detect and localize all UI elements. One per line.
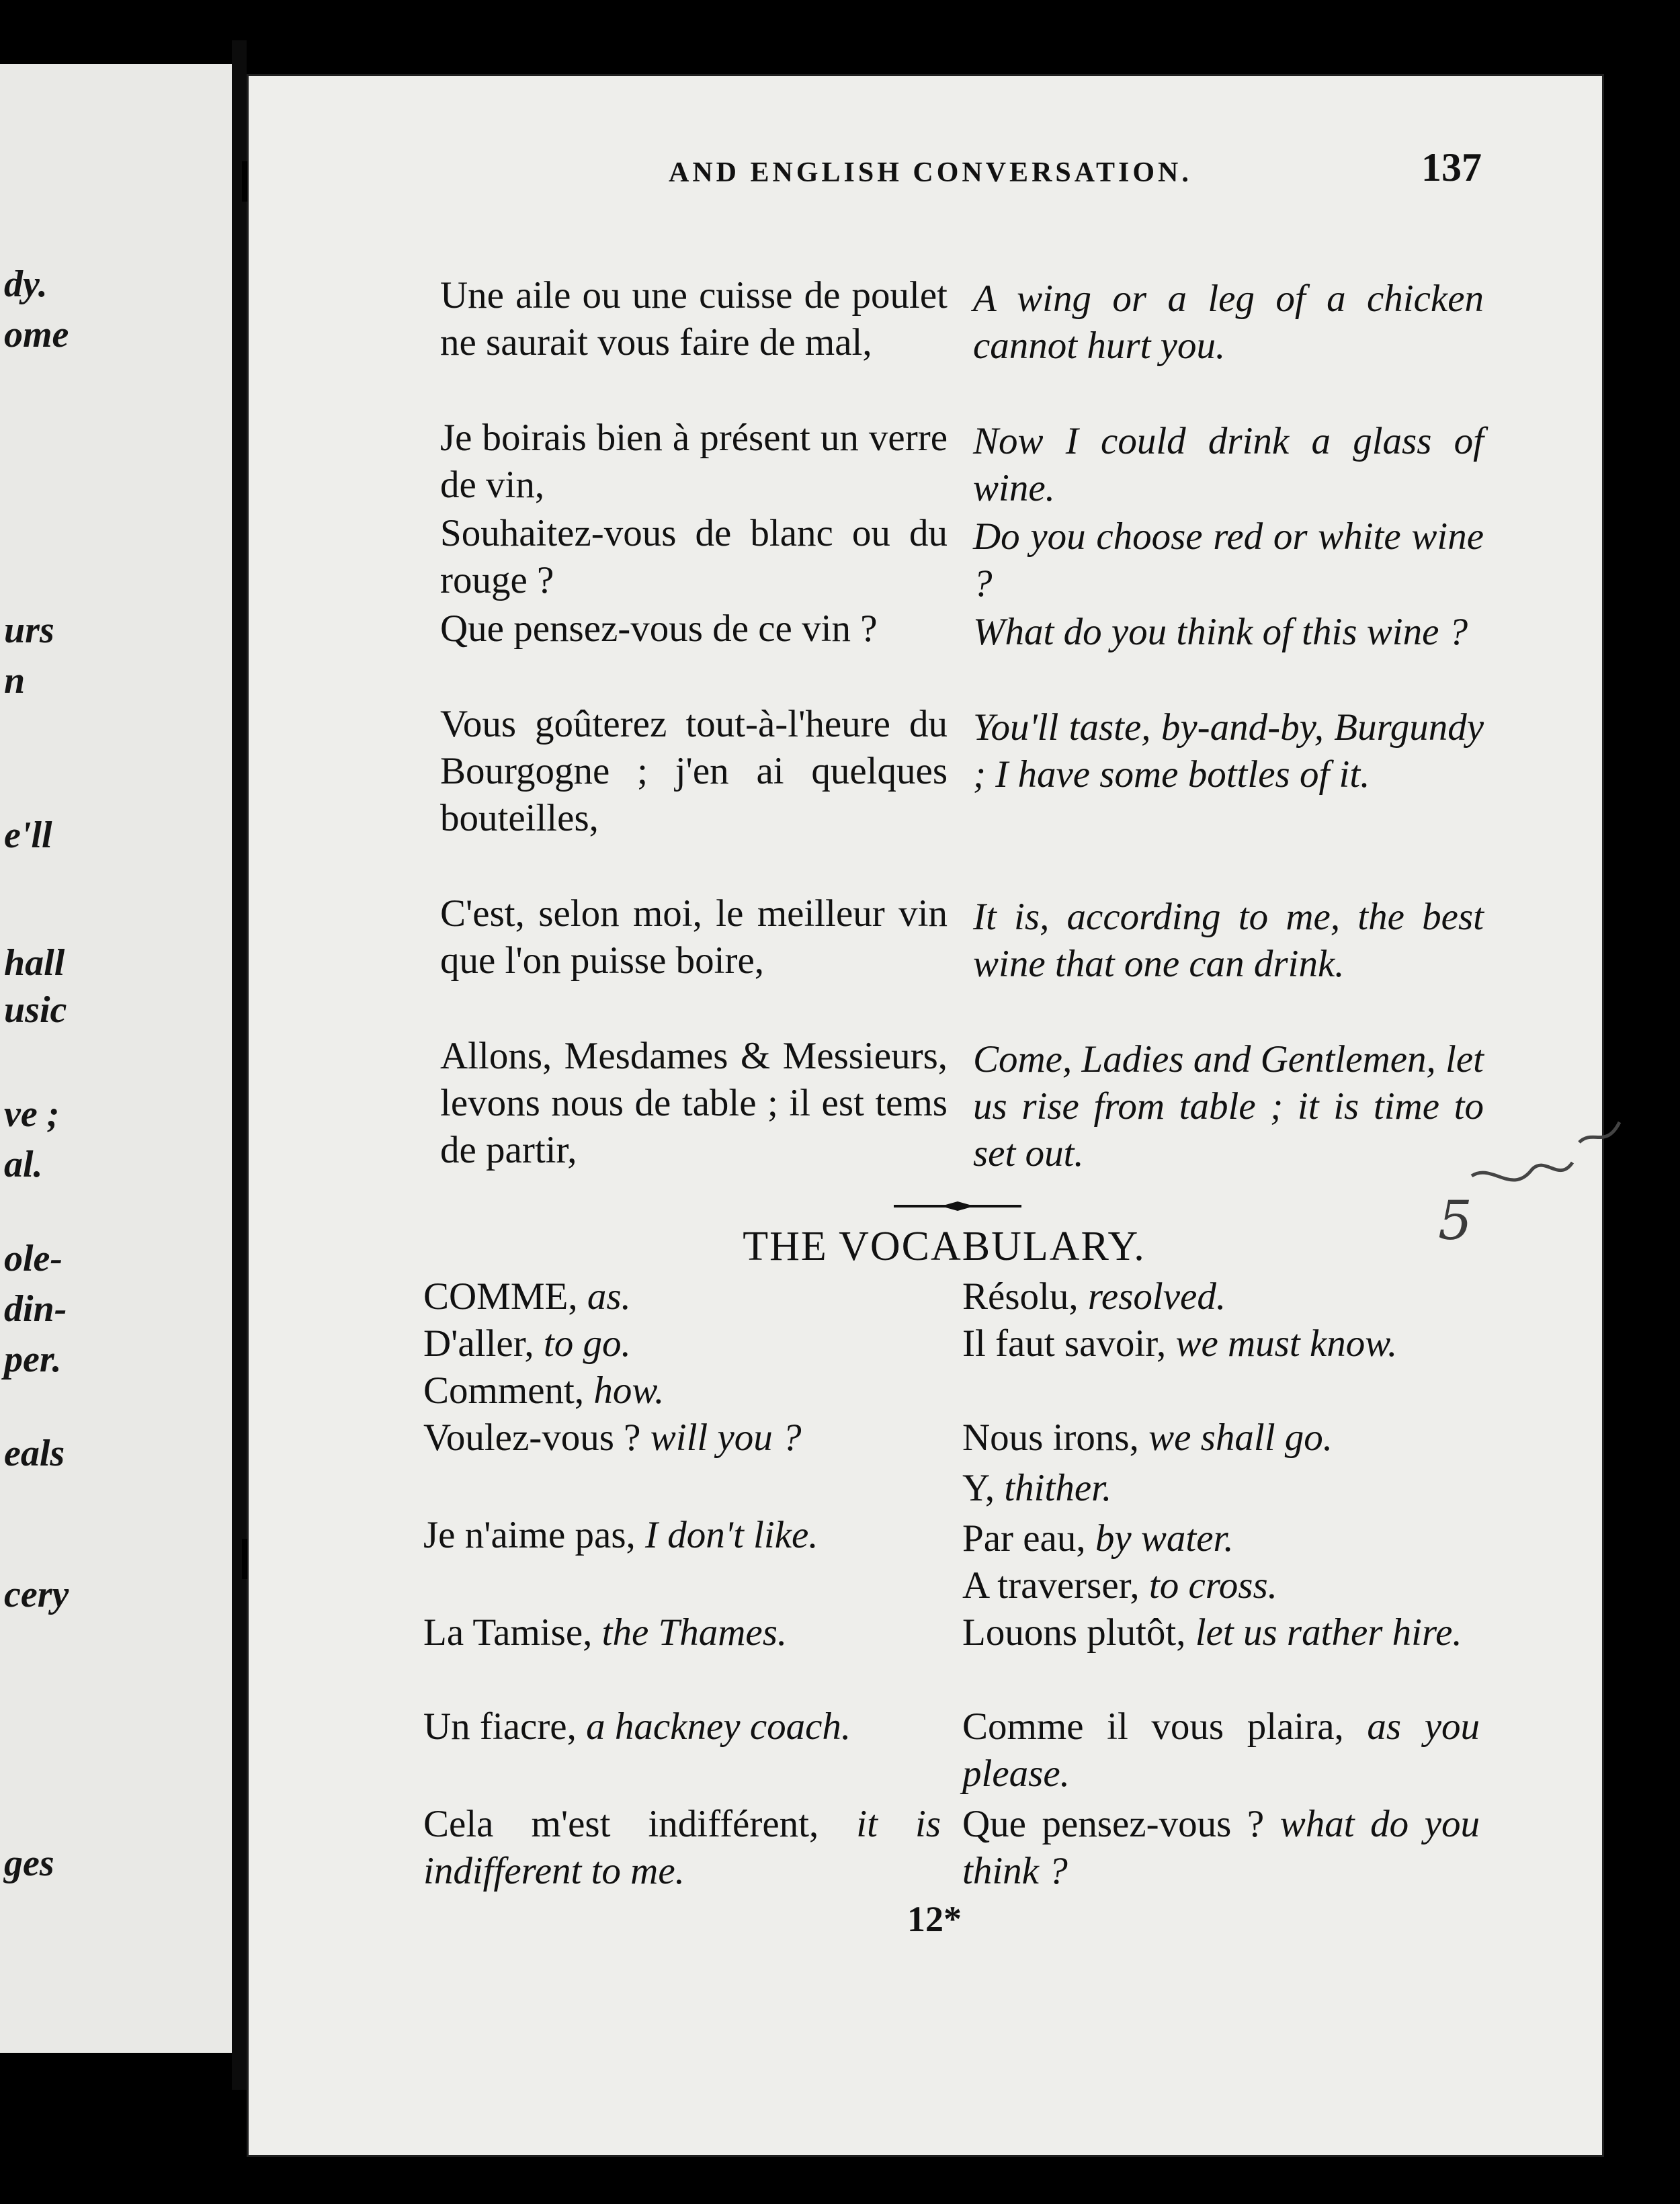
vocab-french: A traverser, (962, 1564, 1140, 1607)
previous-page-edge (0, 64, 232, 2053)
vocab-english: to go. (543, 1322, 631, 1365)
vocab-english: to cross. (1148, 1564, 1277, 1607)
vocab-item (962, 1703, 1480, 1797)
vocab-french: Que pensez-vous ? (962, 1803, 1265, 1845)
vocab-french: Comme il vous plaira, (962, 1705, 1344, 1748)
vocab-english: as you please. (962, 1705, 1480, 1795)
english-entry: It is, according to me, the best wine that one can drink. (973, 896, 1484, 985)
vocab-french: COMME, (423, 1275, 578, 1318)
french-column (440, 272, 948, 1175)
vocab-english: resolved. (1087, 1275, 1226, 1318)
vocab-english: thither. (1004, 1467, 1112, 1509)
vocab-french: Louons plutôt, (962, 1611, 1186, 1654)
vocab-english: I don't like. (645, 1514, 818, 1556)
vocab-french: Comment, (423, 1369, 585, 1412)
french-entry: Allons, Mesdames & Messieurs, levons nous de table ; il est tems de partir, (440, 1035, 948, 1171)
prev-fragment: ole- (4, 1238, 63, 1279)
vocab-english: as. (587, 1275, 631, 1318)
vocab-french: Je n'aime pas, (423, 1514, 636, 1556)
vocab-french: Par eau, (962, 1517, 1086, 1560)
vocab-english: will you ? (650, 1416, 802, 1459)
vocab-item (962, 1609, 1480, 1656)
vocabulary-title: THE VOCABULARY. (743, 1224, 1146, 1269)
vocab-item (962, 1801, 1480, 1895)
vocab-english: let us rather hire. (1195, 1611, 1462, 1654)
french-entry: Souhaitez-vous de blanc ou du rouge ? (440, 512, 948, 601)
vocab-item (962, 1320, 1480, 1367)
vocab-item (423, 1512, 941, 1559)
vocab-item (962, 1414, 1480, 1461)
vocab-item (962, 1562, 1480, 1609)
french-entry: Je boirais bien à présent un verre de vin, (440, 417, 948, 506)
vocab-english: a hackney coach. (586, 1705, 851, 1748)
vocab-item (962, 1465, 1480, 1512)
prev-fragment: hall (4, 942, 65, 984)
prev-fragment: ve ; (4, 1093, 60, 1135)
prev-fragment: e'll (4, 814, 52, 856)
running-head: AND ENGLISH CONVERSATION. (669, 157, 1192, 188)
english-column (973, 276, 1484, 1179)
vocab-item (423, 1320, 941, 1367)
vocab-french: Nous irons, (962, 1416, 1139, 1459)
vocab-french: Cela m'est indifférent, (423, 1803, 819, 1845)
french-entry: Vous goûterez tout-à-l'heure du Bourgogne ; j'en ai quelques bouteilles, (440, 703, 948, 839)
vocab-english: it is indifferent to me. (423, 1803, 941, 1892)
prev-fragment: dy. (4, 263, 48, 305)
vocab-item (423, 1801, 941, 1895)
english-entry: Come, Ladies and Gentlemen, let us rise from table ; it is time to set out. (973, 1038, 1484, 1175)
page-header (413, 144, 1482, 192)
ornamental-rule (894, 1199, 1021, 1213)
vocab-french: Y, (962, 1467, 995, 1509)
french-entry: Une aile ou une cuisse de poulet ne saurait vous faire de mal, (440, 274, 948, 364)
prev-fragment: usic (4, 989, 67, 1031)
prev-fragment: cery (4, 1574, 69, 1615)
french-entry: Que pensez-vous de ce vin ? (440, 607, 878, 650)
prev-fragment: ges (4, 1842, 54, 1884)
french-entry: C'est, selon moi, le meilleur vin que l'on puisse boire, (440, 892, 948, 982)
prev-fragment: urs (4, 609, 54, 651)
handwritten-scribble (1465, 1089, 1640, 1223)
vocab-item (423, 1273, 941, 1320)
page-number: 137 (1421, 145, 1482, 189)
book-gutter (232, 40, 247, 2090)
vocab-french: Résolu, (962, 1275, 1079, 1318)
prev-fragment: al. (4, 1144, 43, 1185)
prev-fragment: ome (4, 314, 69, 355)
vocab-french: Voulez-vous ? (423, 1416, 641, 1459)
english-entry: Do you choose red or white wine ? (973, 515, 1484, 605)
vocab-item (962, 1273, 1480, 1320)
english-entry: You'll taste, by-and-by, Burgundy ; I have some bottles of it. (973, 706, 1484, 796)
vocab-item (423, 1367, 941, 1414)
english-entry: Now I could drink a glass of wine. (973, 420, 1484, 509)
vocab-french: D'aller, (423, 1322, 534, 1365)
gutter-tick (242, 161, 247, 202)
vocab-item (423, 1609, 941, 1656)
prev-fragment: per. (4, 1339, 62, 1380)
signature-mark: 12* (907, 1899, 962, 1939)
english-entry: A wing or a leg of a chicken cannot hurt you. (973, 278, 1484, 367)
vocab-english: we shall go. (1148, 1416, 1333, 1459)
gutter-tick (242, 1539, 247, 1579)
english-entry: What do you think of this wine ? (973, 611, 1468, 653)
prev-fragment: n (4, 660, 26, 702)
vocab-english: the Thames. (601, 1611, 788, 1654)
vocab-french: La Tamise, (423, 1611, 593, 1654)
vocab-english: how. (593, 1369, 665, 1412)
vocab-french: Un fiacre, (423, 1705, 577, 1748)
prev-fragment: din- (4, 1288, 67, 1330)
vocab-item (423, 1414, 941, 1461)
handwritten-margin-note: 5 (1438, 1189, 1472, 1252)
vocab-english: by water. (1095, 1517, 1234, 1560)
vocab-english: we must know. (1175, 1322, 1398, 1365)
vocab-french: Il faut savoir, (962, 1322, 1167, 1365)
prev-fragment: eals (4, 1433, 65, 1474)
vocab-english: what do you think ? (962, 1803, 1480, 1892)
vocab-item (962, 1515, 1480, 1562)
vocab-item (423, 1703, 941, 1750)
